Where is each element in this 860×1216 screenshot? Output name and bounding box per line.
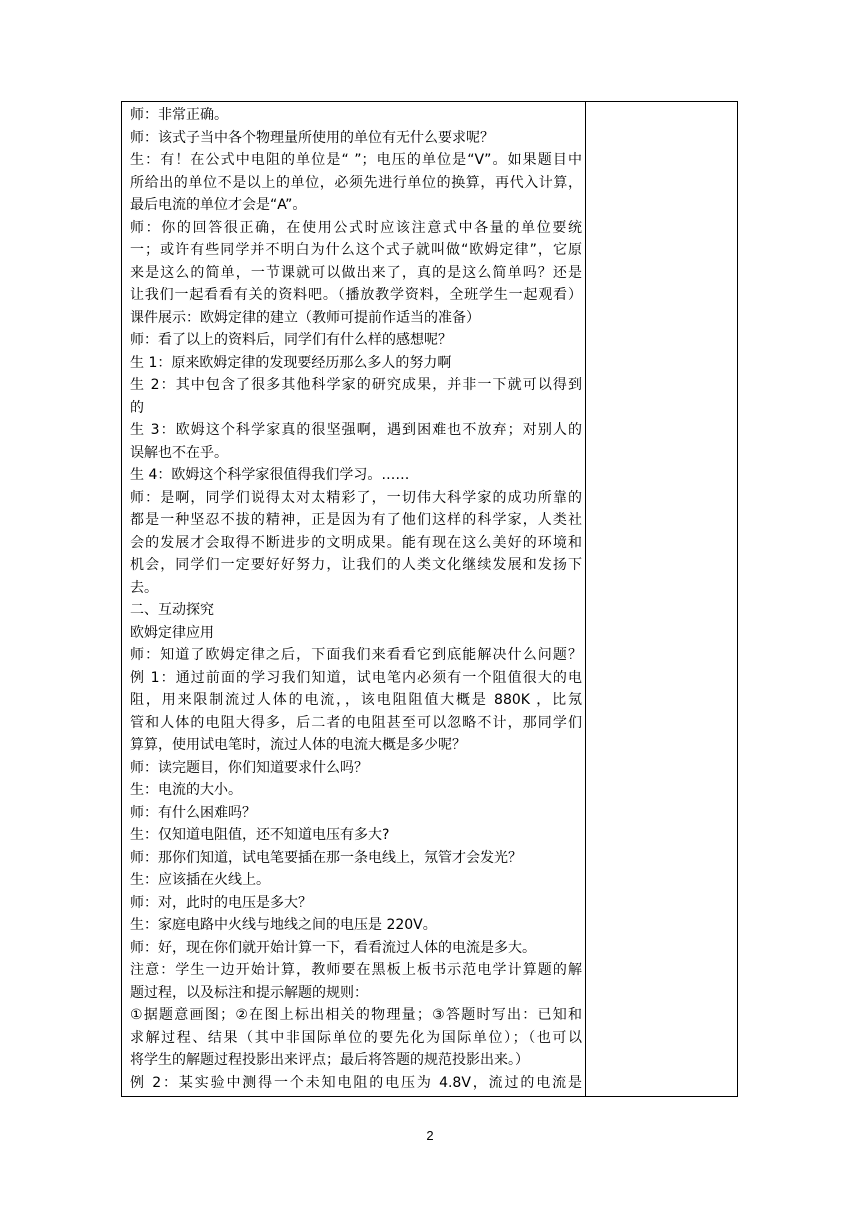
text-line: 的 — [130, 399, 144, 416]
text-line: 将学生的解题过程投影出来评点；最后将答题的规范投影出来。） — [130, 1052, 529, 1068]
text-line: 阻，用来限制流过人体的电流，，该电阻阻值大概是 880K ，比氖 — [130, 692, 582, 708]
text-line: 一；或许有些同学并不明白为什么这个式子就叫做“欧姆定律”，它原 — [130, 242, 582, 258]
text-line: 机会，同学们一定要好好努力，让我们的人类文化继续发展和发扬下 — [130, 557, 582, 573]
text-line: 师：读完题目，你们知道要求什么吗？ — [130, 759, 368, 776]
text-line: 所给出的单位不是以上的单位，必须先进行单位的换算，再代入计算， — [130, 174, 582, 191]
text-line: 课件展示：欧姆定律的建立（教师可提前作适当的准备） — [130, 309, 480, 326]
text-line: 生：有！在公式中电阻的单位是“ ”；电压的单位是“V”。如果题目中 — [130, 152, 582, 168]
text-line: 师：那你们知道，试电笔要插在那一条电线上，氖管才会发光？ — [130, 849, 522, 866]
text-line: 去。 — [130, 579, 158, 596]
text-line: 师：好，现在你们就开始计算一下，看看流过人体的电流是多大。 — [130, 939, 536, 956]
text-line: 师：有什么困难吗？ — [130, 804, 256, 821]
text-line: 例 2：某实验中测得一个未知电阻的电压为 4.8V，流过的电流是 — [130, 1074, 582, 1091]
text-line: 生：仅知道电阻值，还不知道电压有多大? — [130, 827, 390, 843]
column-divider — [585, 102, 586, 1096]
text-line: 师：看了以上的资料后，同学们有什么样的感想呢？ — [130, 332, 452, 348]
text-line: 生：电流的大小。 — [130, 782, 242, 798]
text-line: 求解过程、结果（其中非国际单位的要先化为国际单位）；（也可以 — [130, 1029, 582, 1046]
text-line: 来是这么的简单，一节课就可以做出来了，真的是这么简单吗？还是 — [130, 264, 582, 281]
text-line: 会的发展才会取得不断进步的文明成果。能有现在这么美好的环境和 — [130, 534, 582, 551]
text-line: ①据题意画图；②在图上标出相关的物理量；③答题时写出：已知和 — [130, 1007, 582, 1023]
text-line: 让我们一起看看有关的资料吧。（播放教学资料，全班学生一起观看） — [130, 287, 582, 303]
text-line: 最后电流的单位才会是“A”。 — [130, 197, 307, 213]
lesson-content-cell — [130, 104, 582, 1094]
text-line: 管和人体的电阻大得多，后二者的电阻甚至可以忽略不计，那同学们 — [130, 714, 582, 731]
text-line: 生：家庭电路中火线与地线之间的电压是 220V。 — [130, 917, 437, 933]
text-line: 生 2：其中包含了很多其他科学家的研究成果，并非一下就可以得到 — [130, 377, 582, 393]
text-line: 题过程，以及标注和提示解题的规则： — [130, 984, 368, 1001]
text-line: 例 1：通过前面的学习我们知道，试电笔内必须有一个阻值很大的电 — [130, 669, 582, 686]
text-line: 师：知道了欧姆定律之后，下面我们来看看它到底能解决什么问题？ — [130, 647, 582, 663]
text-line: 师：该式子当中各个物理量所使用的单位有无什么要求呢？ — [130, 129, 494, 146]
text-line: 欧姆定律应用 — [130, 624, 214, 641]
text-line: 师：对，此时的电压是多大？ — [130, 894, 312, 911]
text-line: 师：非常正确。 — [130, 107, 228, 123]
text-line: 生 4：欧姆这个科学家很值得我们学习。…… — [130, 467, 410, 483]
text-line: 注意：学生一边开始计算，教师要在黑板上板书示范电学计算题的解 — [130, 962, 582, 978]
text-line: 二、互动探究 — [130, 602, 214, 618]
text-line: 师：你的回答很正确，在使用公式时应该注意式中各量的单位要统 — [130, 219, 582, 236]
text-line: 都是一种坚忍不拔的精神，正是因为有了他们这样的科学家，人类社 — [130, 512, 582, 528]
lesson-table — [121, 101, 738, 1097]
text-line: 生 1：原来欧姆定律的发现要经历那么多人的努力啊 — [130, 354, 452, 371]
text-line: 师：是啊，同学们说得太对太精彩了，一切伟大科学家的成功所靠的 — [130, 489, 582, 506]
text-line: 算算，使用试电笔时，流过人体的电流大概是多少呢？ — [130, 737, 466, 753]
page-number: 2 — [426, 1128, 434, 1143]
text-line: 生：应该插在火线上。 — [130, 872, 270, 888]
text-line: 生 3：欧姆这个科学家真的很坚强啊，遇到困难也不放弃；对别人的 — [130, 422, 582, 438]
text-line: 误解也不在乎。 — [130, 444, 228, 461]
